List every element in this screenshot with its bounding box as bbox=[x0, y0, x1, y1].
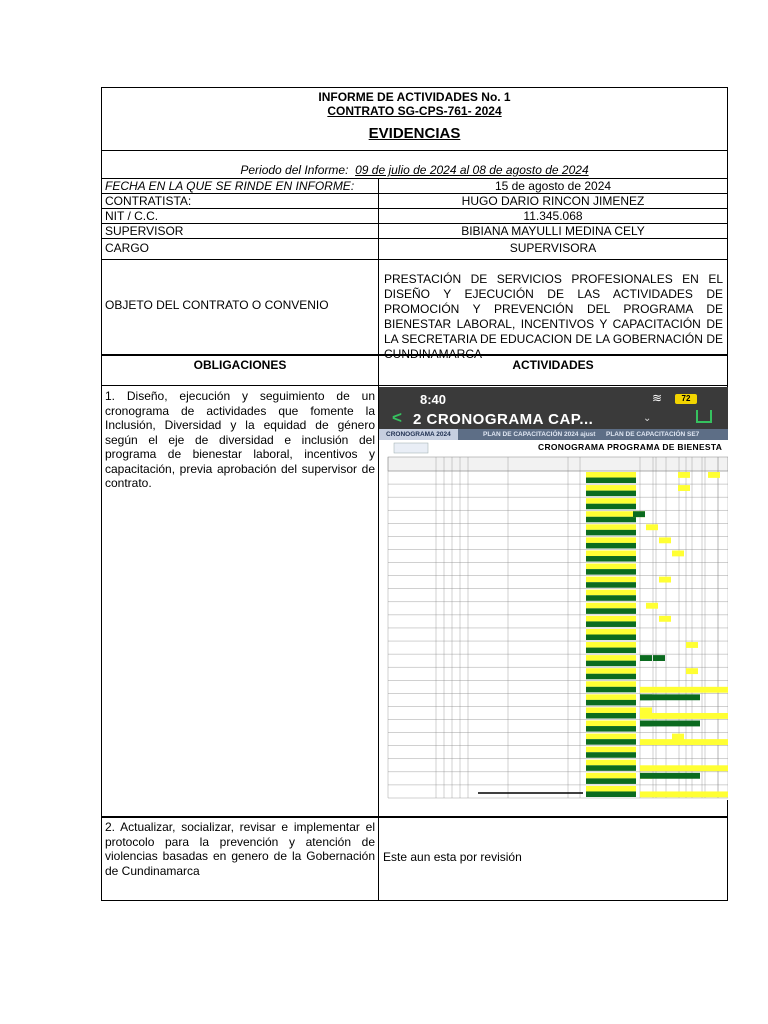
status-cell bbox=[586, 491, 636, 497]
field-value: SUPERVISORA bbox=[509, 241, 597, 255]
status-cell bbox=[586, 504, 636, 510]
timeline-band bbox=[640, 694, 700, 700]
obligation-text: 1. Diseño, ejecución y seguimiento de un cronograma de actividades que fomente la Inclusión, Diversidad y la equidad de género según el eje de diversidad e inclusión del programa de bienestar laboral, incentivos y capacitación, previa aprobación del supervisor de contrato. bbox=[105, 389, 375, 490]
status-cell bbox=[586, 511, 636, 517]
sheet-header-row bbox=[388, 457, 728, 471]
status-cell bbox=[586, 569, 636, 575]
timeline-cell bbox=[659, 616, 671, 622]
back-icon: < bbox=[392, 408, 402, 427]
sheet-title: CRONOGRAMA PROGRAMA DE BIENESTA bbox=[538, 442, 723, 452]
chevron-down-icon: ⌄ bbox=[643, 413, 652, 424]
field-value: HUGO DARIO RINCON JIMENEZ bbox=[461, 194, 645, 208]
field-label: FECHA EN LA QUE SE RINDE EN INFORME: bbox=[105, 179, 355, 193]
status-cell bbox=[586, 786, 636, 792]
field-row bbox=[102, 238, 727, 259]
timeline-cell bbox=[646, 524, 658, 530]
activities-header: ACTIVIDADES bbox=[512, 358, 594, 372]
wifi-icon: ≋ bbox=[652, 391, 663, 405]
status-cell bbox=[586, 687, 636, 693]
status-cell bbox=[586, 603, 636, 609]
status-cell bbox=[586, 621, 636, 627]
field-row bbox=[102, 193, 727, 208]
field-row bbox=[102, 208, 727, 223]
status-cell bbox=[586, 721, 636, 727]
field-value: BIBIANA MAYULLI MEDINA CELY bbox=[461, 224, 645, 238]
status-cell bbox=[586, 713, 636, 719]
status-cell bbox=[586, 543, 636, 549]
status-cell bbox=[586, 629, 636, 635]
timeline-cell bbox=[640, 655, 652, 661]
timeline-band bbox=[640, 713, 728, 719]
contract-object-row bbox=[102, 259, 727, 361]
status-cell bbox=[586, 472, 636, 478]
status-cell bbox=[586, 577, 636, 583]
timeline-cell bbox=[672, 734, 684, 740]
timeline-cell bbox=[678, 485, 690, 491]
status-cell bbox=[586, 734, 636, 740]
obligations-header: OBLIGACIONES bbox=[193, 358, 287, 372]
status-cell bbox=[586, 485, 636, 491]
timeline-cell bbox=[686, 642, 698, 648]
table-header bbox=[102, 354, 727, 385]
period-label: Periodo del Informe: bbox=[240, 163, 349, 177]
timeline-cell bbox=[672, 550, 684, 556]
timeline-cell bbox=[659, 537, 671, 543]
status-cell bbox=[586, 642, 636, 648]
report-period bbox=[102, 150, 727, 178]
status-cell bbox=[586, 760, 636, 766]
status-cell bbox=[586, 550, 636, 556]
status-cell bbox=[586, 616, 636, 622]
timeline-band bbox=[640, 739, 728, 745]
report-header bbox=[102, 88, 727, 150]
status-cell bbox=[586, 608, 636, 614]
column-divider bbox=[378, 178, 379, 355]
field-row bbox=[102, 223, 727, 238]
field-row bbox=[102, 178, 727, 193]
timeline-cell bbox=[659, 577, 671, 583]
status-cell bbox=[586, 674, 636, 680]
contract-object-text: PRESTACIÓN DE SERVICIOS PROFESIONALES EN EL DISEÑO Y EJECUCIÓN DE LAS ACTIVIDADES DE PROMOCIÓN Y PREVENCIÓN DEL PROGRAMA DE BIENESTAR LABORAL, INCENTIVOS Y CAPACITACIÓN DE LA SECRETARIA DE EDUCACION DE LA GOBERNACIÓN DE CUNDINAMARCA bbox=[384, 272, 723, 361]
sheet-logo bbox=[394, 443, 428, 453]
status-cell bbox=[586, 700, 636, 706]
document-title: 2 CRONOGRAMA CAP... bbox=[413, 411, 594, 428]
timeline-cell bbox=[708, 472, 720, 478]
period-value: 09 de julio de 2024 al 08 de agosto de 2024 bbox=[355, 163, 589, 177]
status-cell bbox=[586, 681, 636, 687]
timeline-band bbox=[640, 721, 700, 727]
contract-number: CONTRATO SG-CPS-761- 2024 bbox=[327, 104, 502, 118]
report-title: INFORME DE ACTIVIDADES No. 1 bbox=[318, 90, 511, 104]
timeline-cell bbox=[633, 511, 645, 517]
status-cell bbox=[586, 556, 636, 562]
status-cell bbox=[586, 752, 636, 758]
timeline-cell bbox=[678, 472, 690, 478]
obligation-text: 2. Actualizar, socializar, revisar e implementar el protocolo para la prevención y atención de violencias basadas en genero de la Gobernación de Cundinamarca bbox=[105, 820, 375, 878]
status-cell bbox=[586, 537, 636, 543]
status-cell bbox=[586, 648, 636, 654]
status-cell bbox=[586, 778, 636, 784]
status-cell bbox=[586, 517, 636, 523]
timeline-cell bbox=[646, 603, 658, 609]
status-cell bbox=[586, 765, 636, 771]
phone-time: 8:40 bbox=[420, 392, 447, 407]
status-cell bbox=[586, 635, 636, 641]
status-cell bbox=[586, 582, 636, 588]
sheet-tab: PLAN DE CAPACITACIÓN 2024 ajust bbox=[483, 431, 596, 438]
field-label: CONTRATISTA: bbox=[105, 194, 192, 208]
battery-icon: 72 bbox=[675, 394, 697, 404]
status-cell bbox=[586, 747, 636, 753]
field-value: 15 de agosto de 2024 bbox=[494, 179, 612, 193]
timeline-band bbox=[640, 773, 700, 779]
sheet-tab: CRONOGRAMA 2024 bbox=[378, 429, 458, 440]
column-divider bbox=[378, 354, 379, 900]
status-cell bbox=[586, 524, 636, 530]
status-cell bbox=[586, 655, 636, 661]
timeline-cell bbox=[653, 655, 665, 661]
status-cell bbox=[586, 530, 636, 536]
activity-text: Este aun esta por revisión bbox=[383, 850, 522, 864]
timeline-cell bbox=[640, 707, 652, 713]
status-cell bbox=[586, 694, 636, 700]
status-cell bbox=[586, 564, 636, 570]
evidence-screenshot bbox=[378, 387, 728, 800]
table-row bbox=[102, 816, 727, 902]
status-cell bbox=[586, 498, 636, 504]
status-cell bbox=[586, 773, 636, 779]
field-label: NIT / C.C. bbox=[105, 209, 159, 223]
section-title: EVIDENCIAS bbox=[368, 125, 461, 142]
status-cell bbox=[586, 661, 636, 667]
timeline-band bbox=[640, 687, 728, 693]
status-cell bbox=[586, 739, 636, 745]
timeline-band bbox=[640, 791, 728, 797]
field-value: 11.345.068 bbox=[523, 209, 583, 223]
status-cell bbox=[586, 791, 636, 797]
status-cell bbox=[586, 726, 636, 732]
contract-object-label: OBJETO DEL CONTRATO O CONVENIO bbox=[105, 298, 329, 312]
report-document bbox=[101, 87, 728, 901]
table-row bbox=[102, 385, 727, 816]
field-label: CARGO bbox=[105, 241, 150, 255]
status-cell bbox=[586, 707, 636, 713]
status-cell bbox=[586, 668, 636, 674]
timeline-cell bbox=[686, 668, 698, 674]
field-label: SUPERVISOR bbox=[105, 224, 184, 238]
timeline-band bbox=[640, 765, 728, 771]
status-cell bbox=[586, 478, 636, 484]
status-cell bbox=[586, 590, 636, 596]
sheet-tab: PLAN DE CAPACITACIÓN SE7 bbox=[606, 431, 700, 438]
status-cell bbox=[586, 595, 636, 601]
